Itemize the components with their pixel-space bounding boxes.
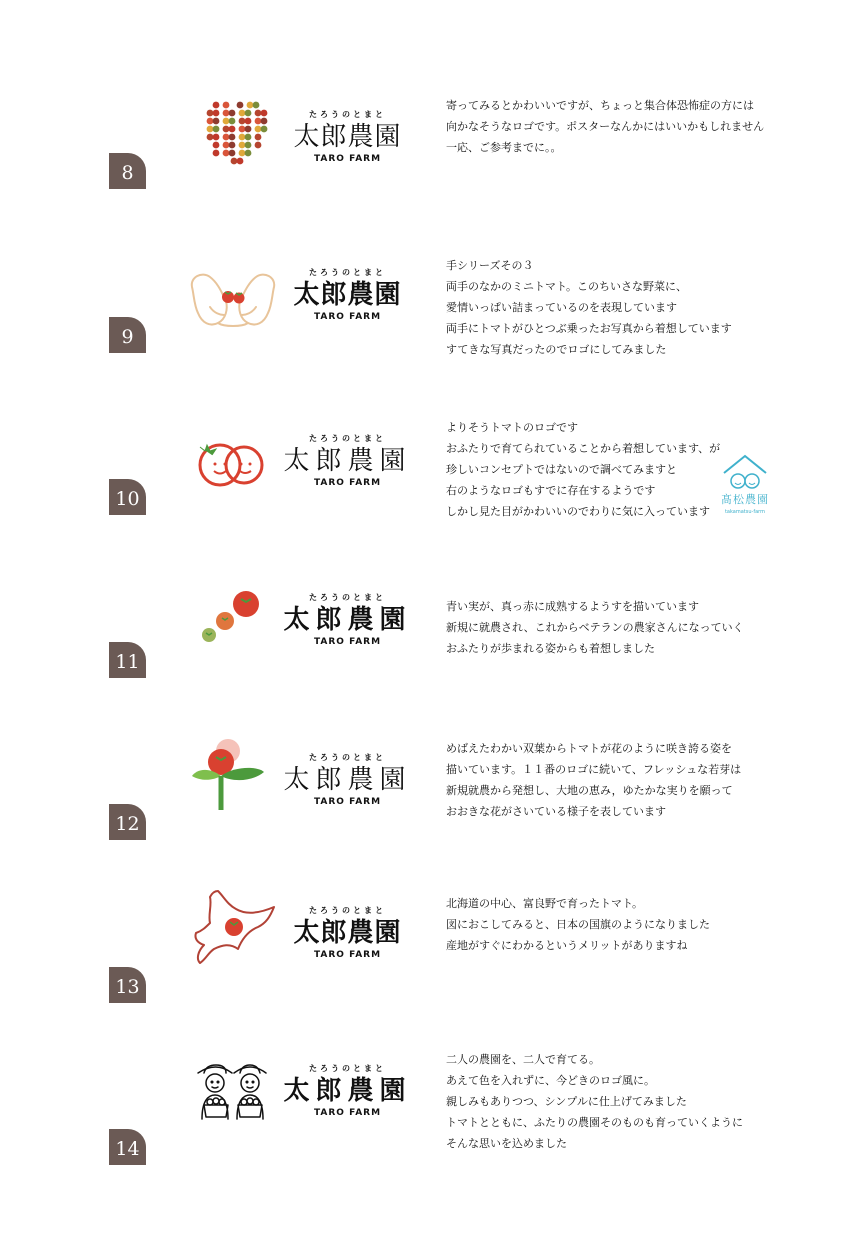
heart-tomato-dot [213,102,220,109]
logo-entry-12 [0,738,867,888]
description-line: 青い実が、真っ赤に成熟するようすを描いています [446,600,699,613]
entry-description [446,893,786,956]
description-line: 図におこしてみると、日本の国旗のようになりました [446,918,710,931]
entry-description [446,738,786,822]
heart-tomato-dot [213,110,220,117]
logo-entry-9 [0,255,867,405]
heart-tomato-dot [261,118,268,125]
description-line: 新規就農から発想し、大地の恵み，ゆたかな実りを願って [446,784,733,797]
heart-tomato-dot [261,110,268,117]
description-line: すてきな写真だったのでロゴにしてみました [446,343,667,356]
heart-tomato-dot [239,150,246,157]
logo-name: 太郎農園 [293,918,402,948]
entry-number-badge: 13 [109,967,146,1003]
heart-tomato-dot [223,110,230,117]
heart-tomato-dot [213,134,220,141]
heart-tomato-dot [237,158,244,165]
heart-tomato-dot [223,126,230,133]
logo-name-en: TARO FARM [313,312,382,322]
heart-tomato-dot [231,158,238,165]
smiling-tomatoes-icon [188,435,278,525]
heart-tomato-dot [245,134,252,141]
heart-tomato-dot [239,142,246,149]
description-line: しかし見た目がかわいいのでわりに気に入っています [446,505,710,518]
logo-furigana: たろうのとまと [309,593,386,602]
heart-tomato-dot [207,126,214,133]
description-line: 愛情いっぱい詰まっているのを表現しています [446,301,677,314]
description-line: 珍しいコンセプトではないので調べてみますと [446,463,677,476]
heart-tomato-dot [213,142,220,149]
description-line: 右のようなロゴもすでに存在するようです [446,484,656,497]
heart-tomato-dot [223,142,230,149]
entry-number-badge: 8 [109,153,146,189]
logo-name-en: TARO FARM [313,1108,382,1118]
logo-wordmark [280,109,415,164]
logo-entry-14 [0,1049,867,1199]
logo-name: 太郎農園 [283,605,412,635]
description-line: トマトとともに、ふたりの農園そのものも育っていくように [446,1116,743,1129]
heart-tomato-dot [239,110,246,117]
hokkaido-map-tomato-icon [188,887,278,977]
logo-wordmark [280,905,415,960]
description-line: おふたりが歩まれる姿からも着想しました [446,642,655,655]
heart-tomato-dot [229,110,236,117]
logo-wordmark [280,592,415,647]
logo-name-en: TARO FARM [313,950,382,960]
logo-name-en: TARO FARM [313,797,382,807]
description-line: 親しみもありつつ、シンプルに仕上げてみました [446,1095,687,1108]
heart-tomato-dot [213,150,220,157]
logo-name-en: TARO FARM [313,637,382,647]
logo-furigana: たろうのとまと [309,434,386,443]
description-line: めばえたわかい双葉からトマトが花のように咲き誇る姿を [446,742,732,755]
heart-tomato-dot [229,134,236,141]
entry-number-badge: 12 [109,804,146,840]
logo-furigana: たろうのとまと [309,906,386,915]
heart-tomato-dot [229,118,236,125]
heart-tomato-dot [207,110,214,117]
heart-tomato-dot [245,118,252,125]
heart-tomato-dot [245,126,252,133]
description-line: 寄ってみるとかわいいですが、ちょっと集合体恐怖症の方には [446,99,754,112]
heart-tomato-dot [223,118,230,125]
heart-tomato-dot [213,118,220,125]
logo-wordmark [280,433,415,488]
description-line: 両手のなかのミニトマト。このちいさな野菜に、 [446,280,688,293]
logo-wordmark [280,267,415,322]
entry-number-badge: 9 [109,317,146,353]
heart-tomato-dot [229,126,236,133]
entry-number-badge: 11 [109,642,146,678]
description-line: 産地がすぐにわかるというメリットがありますね [446,939,688,952]
logo-entry-8 [0,95,867,245]
entry-description [446,95,786,158]
reference-logo-title: 髙松農園 [721,493,769,506]
entry-number-badge: 10 [109,479,146,515]
entry-description [446,255,786,360]
description-line: そんな思いを込めました [446,1137,567,1150]
description-line: 両手にトマトがひとつぶ乗ったお写真から着想しています [446,322,732,335]
reference-logo-subtitle: takamatsu-farm [724,509,766,515]
logo-furigana: たろうのとまと [309,753,386,762]
heart-tomato-dot [245,142,252,149]
logo-name-en: TARO FARM [313,478,382,488]
heart-tomato-dot [239,134,246,141]
heart-tomato-dot [255,126,262,133]
heart-tomato-dot [213,126,220,133]
heart-tomato-dot [239,126,246,133]
heart-tomato-dot [223,102,230,109]
heart-tomato-dot [207,134,214,141]
two-farmers-sketch-icon [188,1057,278,1147]
description-line: 向かなそうなロゴです。ポスターなんかにはいいかもしれません [446,120,765,133]
heart-tomato-dot [255,110,262,117]
description-line: 描いています。１１番のロゴに続いて、フレッシュな若芽は [446,763,742,776]
ripening-tomatoes-icon [188,588,278,678]
heart-tomato-dot [223,150,230,157]
logo-furigana: たろうのとまと [309,1064,386,1073]
logo-name: 太郎農園 [283,1076,412,1106]
reference-logo [716,453,774,519]
heart-tomato-dot [229,142,236,149]
logo-furigana: たろうのとまと [309,268,386,277]
heart-tomato-dot [253,102,260,109]
description-line: 手シリーズその３ [446,259,534,272]
tomato-flower-sprout-icon [188,736,278,826]
logo-furigana: たろうのとまと [309,110,386,119]
house-tomato-icon [716,453,774,493]
logo-name: 太郎農園 [293,122,402,152]
heart-tomato-dot [247,102,254,109]
logo-entry-10 [0,417,867,567]
entry-description [446,596,786,659]
heart-tomato-dot [245,110,252,117]
heart-tomato-dot [255,134,262,141]
description-line: おふたりで育てられていることから着想しています、が [446,442,721,455]
description-line: 新規に就農され、これからベテランの農家さんになっていく [446,621,744,634]
hands-tomato-icon [188,267,278,357]
heart-tomato-dot [237,102,244,109]
description-line: おおきな花がさいている様子を表しています [446,805,666,818]
logo-entry-13 [0,893,867,1043]
logo-wordmark [280,1063,415,1118]
heart-tomato-dot [223,134,230,141]
heart-tomato-dot [261,126,268,133]
heart-tomato-dot [255,142,262,149]
heart-tomato-dot [245,150,252,157]
heart-tomato-dot [239,118,246,125]
description-line: 一応、ご参考までに。。 [446,141,562,154]
heart-tomato-dot [255,118,262,125]
entry-number-badge: 14 [109,1129,146,1165]
description-line: よりそうトマトのロゴです [446,421,578,434]
entry-description [446,1049,786,1154]
heart-tomato-dot [229,150,236,157]
description-line: 二人の農園を、二人で育てる。 [446,1053,600,1066]
heart-tomato-dot [207,118,214,125]
logo-name-en: TARO FARM [313,154,382,164]
logo-entry-11 [0,593,867,746]
description-line: 北海道の中心、富良野で育ったトマト。 [446,897,644,910]
logo-name: 太郎農園 [293,280,402,310]
logo-name: 太郎農園 [283,765,412,795]
logo-wordmark [280,752,415,807]
tomato-heart-icon [188,99,278,189]
logo-name: 太郎農園 [283,446,412,476]
description-line: あえて色を入れずに、今どきのロゴ風に。 [446,1074,655,1087]
